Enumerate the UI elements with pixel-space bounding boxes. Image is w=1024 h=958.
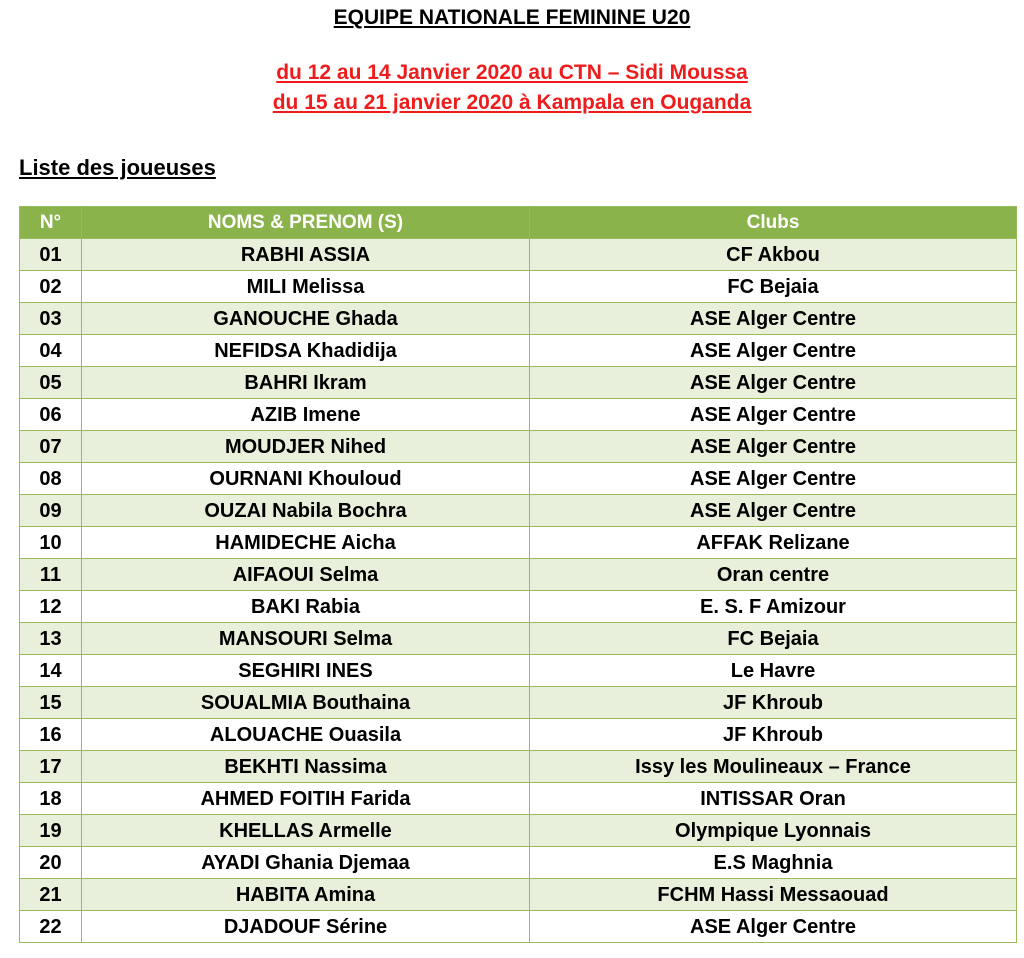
table-row [20, 239, 1017, 271]
cell-club: ASE Alger Centre [530, 367, 1017, 399]
cell-player-name: MANSOURI Selma [82, 623, 530, 655]
cell-player-name: BAHRI Ikram [82, 367, 530, 399]
cell-number: 08 [20, 463, 82, 495]
table-row [20, 783, 1017, 815]
cell-number: 03 [20, 303, 82, 335]
cell-player-name: BEKHTI Nassima [82, 751, 530, 783]
cell-player-name: DJADOUF Sérine [82, 911, 530, 943]
cell-number: 05 [20, 367, 82, 399]
players-table [19, 206, 1017, 943]
cell-number: 10 [20, 527, 82, 559]
cell-club: AFFAK Relizane [530, 527, 1017, 559]
cell-player-name: MOUDJER Nihed [82, 431, 530, 463]
cell-club: FC Bejaia [530, 623, 1017, 655]
cell-number: 17 [20, 751, 82, 783]
cell-number: 09 [20, 495, 82, 527]
cell-player-name: SEGHIRI INES [82, 655, 530, 687]
cell-number: 20 [20, 847, 82, 879]
camp-dates-line: du 12 au 14 Janvier 2020 au CTN – Sidi Moussa [276, 61, 748, 84]
table-row [20, 495, 1017, 527]
table-row [20, 527, 1017, 559]
cell-number: 21 [20, 879, 82, 911]
cell-player-name: GANOUCHE Ghada [82, 303, 530, 335]
cell-number: 18 [20, 783, 82, 815]
cell-club: CF Akbou [530, 239, 1017, 271]
table-row [20, 367, 1017, 399]
table-row [20, 431, 1017, 463]
table-row [20, 911, 1017, 943]
column-header-name: NOMS & PRENOM (S) [82, 207, 530, 239]
cell-number: 12 [20, 591, 82, 623]
cell-player-name: AHMED FOITIH Farida [82, 783, 530, 815]
cell-player-name: AYADI Ghania Djemaa [82, 847, 530, 879]
document-title: EQUIPE NATIONALE FEMININE U20 [333, 6, 691, 29]
cell-player-name: AZIB Imene [82, 399, 530, 431]
cell-club: JF Khroub [530, 719, 1017, 751]
table-row [20, 719, 1017, 751]
table-row [20, 751, 1017, 783]
cell-number: 15 [20, 687, 82, 719]
table-header-row [20, 207, 1017, 239]
cell-player-name: MILI Melissa [82, 271, 530, 303]
cell-club: INTISSAR Oran [530, 783, 1017, 815]
cell-number: 11 [20, 559, 82, 591]
cell-number: 01 [20, 239, 82, 271]
cell-number: 19 [20, 815, 82, 847]
cell-club: FC Bejaia [530, 271, 1017, 303]
cell-club: Le Havre [530, 655, 1017, 687]
cell-club: ASE Alger Centre [530, 463, 1017, 495]
cell-number: 07 [20, 431, 82, 463]
table-row [20, 591, 1017, 623]
table-row [20, 303, 1017, 335]
column-header-number: N° [20, 207, 82, 239]
cell-club: ASE Alger Centre [530, 431, 1017, 463]
cell-player-name: NEFIDSA Khadidija [82, 335, 530, 367]
table-row [20, 847, 1017, 879]
cell-club: ASE Alger Centre [530, 495, 1017, 527]
cell-club: ASE Alger Centre [530, 911, 1017, 943]
table-row [20, 879, 1017, 911]
cell-number: 06 [20, 399, 82, 431]
cell-player-name: ALOUACHE Ouasila [82, 719, 530, 751]
cell-club: Olympique Lyonnais [530, 815, 1017, 847]
table-row [20, 815, 1017, 847]
table-row [20, 399, 1017, 431]
cell-number: 14 [20, 655, 82, 687]
table-row [20, 335, 1017, 367]
table-row [20, 655, 1017, 687]
cell-club: ASE Alger Centre [530, 399, 1017, 431]
cell-number: 22 [20, 911, 82, 943]
tournament-dates-line: du 15 au 21 janvier 2020 à Kampala en Ouganda [272, 91, 752, 114]
cell-number: 13 [20, 623, 82, 655]
cell-player-name: HAMIDECHE Aicha [82, 527, 530, 559]
table-row [20, 271, 1017, 303]
cell-club: E. S. F Amizour [530, 591, 1017, 623]
cell-player-name: OURNANI Khouloud [82, 463, 530, 495]
table-row [20, 559, 1017, 591]
cell-player-name: HABITA Amina [82, 879, 530, 911]
cell-player-name: OUZAI Nabila Bochra [82, 495, 530, 527]
table-row [20, 687, 1017, 719]
column-header-club: Clubs [530, 207, 1017, 239]
cell-player-name: SOUALMIA Bouthaina [82, 687, 530, 719]
cell-club: ASE Alger Centre [530, 303, 1017, 335]
cell-player-name: BAKI Rabia [82, 591, 530, 623]
cell-club: JF Khroub [530, 687, 1017, 719]
cell-club: FCHM Hassi Messaouad [530, 879, 1017, 911]
cell-number: 04 [20, 335, 82, 367]
table-body [20, 239, 1017, 943]
cell-player-name: AIFAOUI Selma [82, 559, 530, 591]
cell-number: 16 [20, 719, 82, 751]
cell-club: Issy les Moulineaux – France [530, 751, 1017, 783]
cell-club: E.S Maghnia [530, 847, 1017, 879]
table-row [20, 463, 1017, 495]
cell-player-name: RABHI ASSIA [82, 239, 530, 271]
cell-player-name: KHELLAS Armelle [82, 815, 530, 847]
table-row [20, 623, 1017, 655]
cell-number: 02 [20, 271, 82, 303]
cell-club: Oran centre [530, 559, 1017, 591]
cell-club: ASE Alger Centre [530, 335, 1017, 367]
players-list-heading: Liste des joueuses [19, 155, 216, 180]
